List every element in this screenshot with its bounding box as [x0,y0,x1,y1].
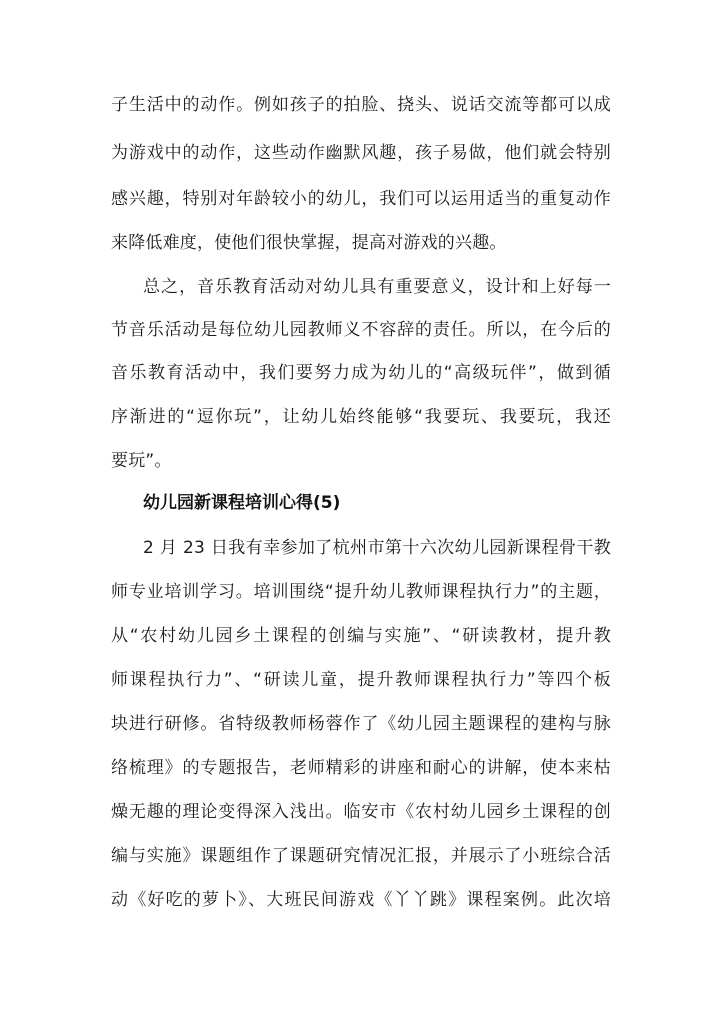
paragraph-3-line-4: 师课程执行力”、“研读儿童，提升教师课程执行力”等四个板 [111,670,611,690]
section-heading: 幼儿园新课程培训心得(5) [143,493,341,513]
paragraph-2-line-3: 音乐教育活动中，我们要努力成为幼儿的“高级玩伴”，做到循 [111,363,611,383]
paragraph-2-line-4: 序渐进的“逗你玩”，让幼儿始终能够“我要玩、我要玩，我还 [111,407,611,427]
paragraph-3-line-2: 师专业培训学习。培训围绕“提升幼儿教师课程执行力”的主题， [111,582,611,602]
paragraph-3-line-8: 编与实施》课题组作了课题研究情况汇报，并展示了小班综合活 [111,846,611,866]
paragraph-2-line-1: 总之，音乐教育活动对幼儿具有重要意义，设计和上好每一 [143,277,611,297]
paragraph-1-line-2: 为游戏中的动作，这些动作幽默风趣，孩子易做，他们就会特别 [111,143,611,163]
paragraph-2-line-2: 节音乐活动是每位幼儿园教师义不容辞的责任。所以，在今后的 [111,320,611,340]
paragraph-3-line-9: 动《好吃的萝卜》、大班民间游戏《丫丫跳》课程案例。此次培 [111,890,611,910]
paragraph-3-line-6: 络梳理》的专题报告，老师精彩的讲座和耐心的讲解，使本来枯 [111,758,611,778]
paragraph-3-line-1: 2 月 23 日我有幸参加了杭州市第十六次幼儿园新课程骨干教 [143,538,611,558]
paragraph-3-line-7: 燥无趣的理论变得深入浅出。临安市《农村幼儿园乡土课程的创 [111,802,611,822]
paragraph-3-line-3: 从“农村幼儿园乡土课程的创编与实施”、“研读教材，提升教 [111,626,611,646]
paragraph-1-line-3: 感兴趣，特别对年龄较小的幼儿，我们可以运用适当的重复动作 [111,189,611,209]
paragraph-1-line-4: 来降低难度，使他们很快掌握，提高对游戏的兴趣。 [111,233,507,253]
paragraph-2-line-5: 要玩”。 [111,451,172,471]
paragraph-1-line-1: 子生活中的动作。例如孩子的拍脸、挠头、说话交流等都可以成 [111,95,611,115]
paragraph-3-line-5: 块进行研修。省特级教师杨蓉作了《幼儿园主题课程的建构与脉 [111,714,611,734]
